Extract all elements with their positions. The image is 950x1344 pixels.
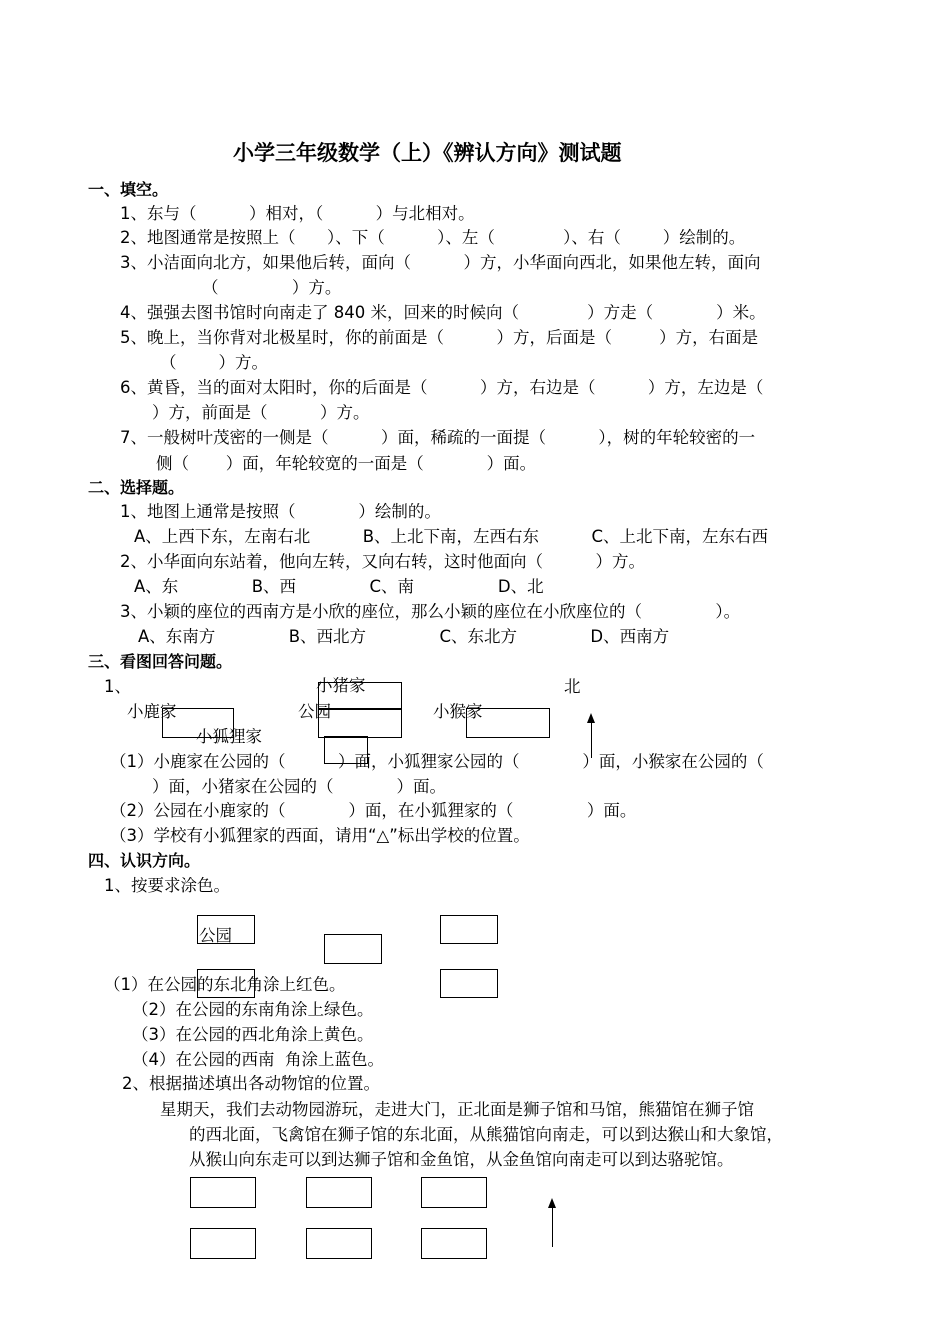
s1-question-6: 6、黄昏，当的面对太阳时，你的后面是（ ）方，右边是（ ）方，左边是（: [120, 378, 764, 397]
s1-question-7-cont: 侧（ ）面，年轮较宽的一面是（ ）面。: [156, 454, 537, 473]
zoo-paragraph-line-3: 从猴山向东走可以到达狮子馆和金鱼馆，从金鱼馆向南走可以到达骆驼馆。: [189, 1150, 734, 1169]
s3-part-1: （1）小鹿家在公园的（ ）面，小狐狸家公园的（ ）面，小猴家在公园的（: [110, 752, 764, 771]
zoo-box-r1c3: [421, 1177, 487, 1208]
s4-color-2: （2）在公园的东南角涂上绿色。: [132, 1000, 374, 1019]
page-title: 小学三年级数学（上）《辨认方向》测试题: [233, 141, 622, 165]
s1-question-4: 4、强强去图书馆时向南走了 840 米，回来的时候向（ ）方走（ ）米。: [120, 303, 766, 322]
s4-color-3: （3）在公园的西北角涂上黄色。: [132, 1025, 374, 1044]
park-box: [318, 708, 402, 738]
s2-question-2-options: A、东 B、西 C、南 D、北: [134, 577, 544, 596]
s3-part-1-cont: ）面，小猪家在公园的（ ）面。: [152, 777, 446, 796]
s3-part-3: （3）学校有小狐狸家的西面，请用“△”标出学校的位置。: [110, 826, 530, 845]
pig-house-label: 小猪家: [316, 676, 366, 695]
zoo-paragraph-line-2: 的西北面，飞禽馆在狮子馆的东北面，从熊猫馆向南走，可以到达猴山和大象馆，: [189, 1125, 783, 1144]
section-2-heading: 二、选择题。: [88, 478, 185, 497]
monkey-house-label: 小猴家: [433, 702, 483, 721]
monkey-house-box: [466, 708, 550, 738]
s2-question-2: 2、小华面向东站着，他向左转，又向右转，这时他面向（ ）方。: [120, 552, 645, 571]
park-label: 公园: [298, 702, 331, 721]
zoo-box-r2c3: [421, 1228, 487, 1259]
s4-question-2: 2、根据描述填出各动物馆的位置。: [122, 1074, 380, 1093]
s1-question-3: 3、小洁面向北方，如果他后转，面向（ ）方，小华面向西北，如果他左转，面向: [120, 253, 761, 272]
s4-color-4: （4）在公园的西南 角涂上蓝色。: [132, 1050, 384, 1069]
s3-part-2: （2）公园在小鹿家的（ ）面，在小狐狸家的（ ）面。: [110, 801, 637, 820]
section-3-heading: 三、看图回答问题。: [88, 652, 233, 671]
s4-question-1: 1、按要求涂色。: [104, 876, 230, 895]
zoo-box-r2c2: [306, 1228, 372, 1259]
fox-house-label: 小狐狸家: [196, 727, 262, 746]
s1-question-6-cont: ）方，前面是（ ）方。: [152, 403, 370, 422]
corner-box-middle: [324, 934, 382, 964]
corner-box-northeast: [440, 915, 498, 944]
s4-color-1: （1）在公园的东北角涂上红色。: [104, 975, 346, 994]
zoo-box-r1c1: [190, 1177, 256, 1208]
deer-house-label: 小鹿家: [127, 702, 177, 721]
s2-question-1: 1、地图上通常是按照（ ）绘制的。: [120, 502, 441, 521]
s2-question-3: 3、小颖的座位的西南方是小欣的座位，那么小颖的座位在小欣座位的（ ）。: [120, 602, 741, 621]
north-label: 北: [564, 677, 581, 696]
corner-box-southeast: [440, 969, 498, 998]
zoo-box-r1c2: [306, 1177, 372, 1208]
zoo-paragraph-line-1: 星期天，我们去动物园游玩，走进大门，正北面是狮子馆和马馆，熊猫馆在狮子馆: [160, 1100, 754, 1119]
s1-question-2: 2、地图通常是按照上（ ）、下（ ）、左（ ）、右（ ）绘制的。: [120, 228, 746, 247]
s1-question-1: 1、东与（ ）相对，（ ）与北相对。: [120, 204, 475, 223]
section-4-heading: 四、认识方向。: [88, 851, 201, 870]
s1-question-5-cont: （ ）方。: [160, 353, 268, 372]
park-center-label: 公园: [199, 926, 232, 945]
s1-question-7: 7、一般树叶茂密的一侧是（ ）面，稀疏的一面提（ ），树的年轮较密的一: [120, 428, 756, 447]
s2-question-3-options: A、东南方 B、西北方 C、东北方 D、西南方: [138, 627, 670, 646]
s1-question-5: 5、晚上，当你背对北极星时，你的前面是（ ）方，后面是（ ）方，右面是: [120, 328, 759, 347]
s1-question-3-cont: （ ）方。: [202, 278, 342, 297]
zoo-box-r2c1: [190, 1228, 256, 1259]
section-1-heading: 一、填空。: [88, 180, 169, 199]
s3-question-number: 1、: [104, 677, 131, 696]
zoo-north-arrow-shaft-icon: [552, 1205, 553, 1247]
s2-question-1-options: A、上西下东，左南右北 B、上北下南，左西右东 C、上北下南，左东右西: [134, 527, 769, 546]
